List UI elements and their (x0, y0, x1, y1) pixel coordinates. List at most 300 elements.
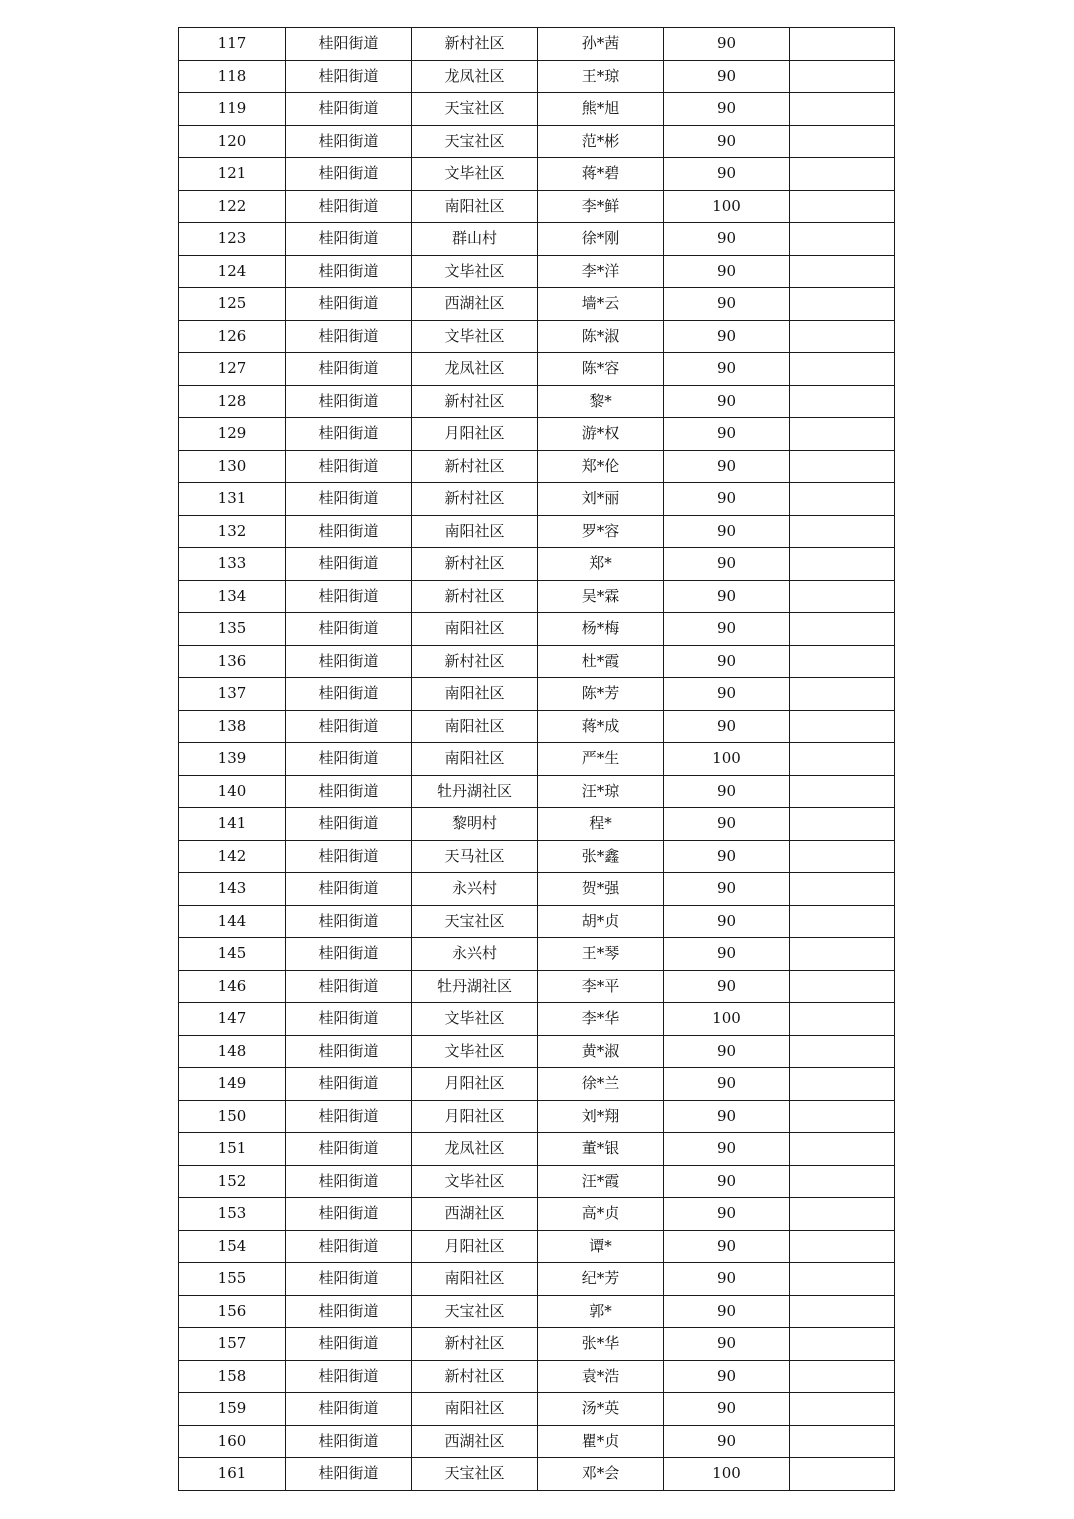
remark-cell (790, 190, 895, 223)
table-row (179, 450, 895, 483)
row-number-cell: 122 (179, 190, 286, 223)
street-cell: 桂阳街道 (286, 223, 412, 256)
score-cell: 90 (664, 28, 790, 61)
score-cell: 90 (664, 970, 790, 1003)
street-cell: 桂阳街道 (286, 710, 412, 743)
row-number-cell: 145 (179, 938, 286, 971)
remark-cell (790, 840, 895, 873)
community-cell: 永兴村 (412, 873, 538, 906)
remark-cell (790, 125, 895, 158)
community-cell: 月阳社区 (412, 418, 538, 451)
name-cell: 瞿*贞 (538, 1425, 664, 1458)
community-cell: 黎明村 (412, 808, 538, 841)
name-cell: 李*平 (538, 970, 664, 1003)
row-number-cell: 117 (179, 28, 286, 61)
street-cell: 桂阳街道 (286, 385, 412, 418)
name-cell: 郭* (538, 1295, 664, 1328)
remark-cell (790, 1328, 895, 1361)
score-cell: 90 (664, 775, 790, 808)
table-row (179, 418, 895, 451)
remark-cell (790, 1165, 895, 1198)
row-number-cell: 128 (179, 385, 286, 418)
street-cell: 桂阳街道 (286, 483, 412, 516)
table-row (179, 353, 895, 386)
remark-cell (790, 1458, 895, 1491)
row-number-cell: 143 (179, 873, 286, 906)
table-row (179, 840, 895, 873)
score-cell: 90 (664, 1263, 790, 1296)
table-row (179, 288, 895, 321)
street-cell: 桂阳街道 (286, 938, 412, 971)
community-cell: 牡丹湖社区 (412, 970, 538, 1003)
community-cell: 南阳社区 (412, 710, 538, 743)
name-cell: 高*贞 (538, 1198, 664, 1231)
table-row (179, 678, 895, 711)
remark-cell (790, 418, 895, 451)
table-row (179, 1295, 895, 1328)
name-cell: 郑* (538, 548, 664, 581)
roster-table (178, 27, 895, 1491)
score-cell: 90 (664, 613, 790, 646)
street-cell: 桂阳街道 (286, 1425, 412, 1458)
remark-cell (790, 450, 895, 483)
row-number-cell: 127 (179, 353, 286, 386)
community-cell: 新村社区 (412, 1360, 538, 1393)
community-cell: 南阳社区 (412, 1263, 538, 1296)
street-cell: 桂阳街道 (286, 1360, 412, 1393)
remark-cell (790, 1425, 895, 1458)
community-cell: 西湖社区 (412, 288, 538, 321)
row-number-cell: 158 (179, 1360, 286, 1393)
table-row (179, 1328, 895, 1361)
row-number-cell: 149 (179, 1068, 286, 1101)
row-number-cell: 139 (179, 743, 286, 776)
remark-cell (790, 223, 895, 256)
row-number-cell: 156 (179, 1295, 286, 1328)
row-number-cell: 141 (179, 808, 286, 841)
score-cell: 90 (664, 60, 790, 93)
community-cell: 龙凤社区 (412, 353, 538, 386)
table-row (179, 1198, 895, 1231)
community-cell: 牡丹湖社区 (412, 775, 538, 808)
remark-cell (790, 288, 895, 321)
street-cell: 桂阳街道 (286, 1100, 412, 1133)
table-row (179, 1035, 895, 1068)
table-row (179, 515, 895, 548)
street-cell: 桂阳街道 (286, 288, 412, 321)
score-cell: 90 (664, 1068, 790, 1101)
table-row (179, 938, 895, 971)
row-number-cell: 142 (179, 840, 286, 873)
row-number-cell: 152 (179, 1165, 286, 1198)
score-cell: 90 (664, 1425, 790, 1458)
row-number-cell: 157 (179, 1328, 286, 1361)
street-cell: 桂阳街道 (286, 1198, 412, 1231)
community-cell: 月阳社区 (412, 1100, 538, 1133)
street-cell: 桂阳街道 (286, 418, 412, 451)
street-cell: 桂阳街道 (286, 1328, 412, 1361)
row-number-cell: 133 (179, 548, 286, 581)
score-cell: 90 (664, 1360, 790, 1393)
name-cell: 范*彬 (538, 125, 664, 158)
score-cell: 90 (664, 125, 790, 158)
street-cell: 桂阳街道 (286, 1393, 412, 1426)
community-cell: 新村社区 (412, 580, 538, 613)
row-number-cell: 129 (179, 418, 286, 451)
street-cell: 桂阳街道 (286, 93, 412, 126)
score-cell: 90 (664, 255, 790, 288)
row-number-cell: 134 (179, 580, 286, 613)
table-row (179, 1425, 895, 1458)
street-cell: 桂阳街道 (286, 905, 412, 938)
row-number-cell: 148 (179, 1035, 286, 1068)
remark-cell (790, 93, 895, 126)
score-cell: 90 (664, 1328, 790, 1361)
name-cell: 杜*霞 (538, 645, 664, 678)
name-cell: 吴*霖 (538, 580, 664, 613)
name-cell: 徐*兰 (538, 1068, 664, 1101)
street-cell: 桂阳街道 (286, 613, 412, 646)
remark-cell (790, 1198, 895, 1231)
table-row (179, 1263, 895, 1296)
street-cell: 桂阳街道 (286, 1068, 412, 1101)
remark-cell (790, 1393, 895, 1426)
remark-cell (790, 775, 895, 808)
street-cell: 桂阳街道 (286, 580, 412, 613)
name-cell: 郑*伦 (538, 450, 664, 483)
community-cell: 西湖社区 (412, 1425, 538, 1458)
community-cell: 永兴村 (412, 938, 538, 971)
score-cell: 90 (664, 515, 790, 548)
score-cell: 90 (664, 385, 790, 418)
community-cell: 天宝社区 (412, 905, 538, 938)
community-cell: 天马社区 (412, 840, 538, 873)
remark-cell (790, 28, 895, 61)
community-cell: 新村社区 (412, 385, 538, 418)
remark-cell (790, 1230, 895, 1263)
name-cell: 王*琼 (538, 60, 664, 93)
name-cell: 黄*淑 (538, 1035, 664, 1068)
score-cell: 90 (664, 418, 790, 451)
table-row (179, 483, 895, 516)
table-row (179, 1360, 895, 1393)
table-row (179, 613, 895, 646)
remark-cell (790, 320, 895, 353)
name-cell: 贺*强 (538, 873, 664, 906)
table-row (179, 125, 895, 158)
remark-cell (790, 1295, 895, 1328)
remark-cell (790, 580, 895, 613)
score-cell: 90 (664, 353, 790, 386)
score-cell: 90 (664, 320, 790, 353)
street-cell: 桂阳街道 (286, 60, 412, 93)
name-cell: 陈*容 (538, 353, 664, 386)
row-number-cell: 123 (179, 223, 286, 256)
score-cell: 90 (664, 288, 790, 321)
score-cell: 90 (664, 548, 790, 581)
street-cell: 桂阳街道 (286, 678, 412, 711)
name-cell: 汪*霞 (538, 1165, 664, 1198)
table-row (179, 1100, 895, 1133)
remark-cell (790, 483, 895, 516)
row-number-cell: 154 (179, 1230, 286, 1263)
street-cell: 桂阳街道 (286, 1295, 412, 1328)
community-cell: 南阳社区 (412, 1393, 538, 1426)
remark-cell (790, 645, 895, 678)
table-row (179, 808, 895, 841)
name-cell: 刘*丽 (538, 483, 664, 516)
row-number-cell: 161 (179, 1458, 286, 1491)
remark-cell (790, 938, 895, 971)
table-row (179, 255, 895, 288)
name-cell: 游*权 (538, 418, 664, 451)
name-cell: 罗*容 (538, 515, 664, 548)
remark-cell (790, 158, 895, 191)
row-number-cell: 131 (179, 483, 286, 516)
table-row (179, 60, 895, 93)
street-cell: 桂阳街道 (286, 645, 412, 678)
table-row (179, 905, 895, 938)
street-cell: 桂阳街道 (286, 255, 412, 288)
street-cell: 桂阳街道 (286, 548, 412, 581)
score-cell: 90 (664, 483, 790, 516)
row-number-cell: 146 (179, 970, 286, 1003)
community-cell: 新村社区 (412, 1328, 538, 1361)
street-cell: 桂阳街道 (286, 515, 412, 548)
score-cell: 90 (664, 1393, 790, 1426)
community-cell: 南阳社区 (412, 678, 538, 711)
community-cell: 天宝社区 (412, 125, 538, 158)
name-cell: 李*华 (538, 1003, 664, 1036)
street-cell: 桂阳街道 (286, 450, 412, 483)
score-cell: 90 (664, 710, 790, 743)
remark-cell (790, 743, 895, 776)
remark-cell (790, 613, 895, 646)
score-cell: 90 (664, 678, 790, 711)
community-cell: 文毕社区 (412, 1035, 538, 1068)
name-cell: 李*鲜 (538, 190, 664, 223)
community-cell: 文毕社区 (412, 320, 538, 353)
community-cell: 月阳社区 (412, 1068, 538, 1101)
name-cell: 谭* (538, 1230, 664, 1263)
community-cell: 天宝社区 (412, 1295, 538, 1328)
score-cell: 90 (664, 450, 790, 483)
name-cell: 张*鑫 (538, 840, 664, 873)
score-cell: 90 (664, 1165, 790, 1198)
remark-cell (790, 353, 895, 386)
row-number-cell: 147 (179, 1003, 286, 1036)
community-cell: 南阳社区 (412, 515, 538, 548)
name-cell: 胡*贞 (538, 905, 664, 938)
remark-cell (790, 385, 895, 418)
name-cell: 程* (538, 808, 664, 841)
remark-cell (790, 1003, 895, 1036)
name-cell: 袁*浩 (538, 1360, 664, 1393)
score-cell: 90 (664, 223, 790, 256)
table-row (179, 320, 895, 353)
street-cell: 桂阳街道 (286, 873, 412, 906)
street-cell: 桂阳街道 (286, 1230, 412, 1263)
remark-cell (790, 905, 895, 938)
score-cell: 90 (664, 808, 790, 841)
row-number-cell: 124 (179, 255, 286, 288)
name-cell: 黎* (538, 385, 664, 418)
score-cell: 90 (664, 93, 790, 126)
community-cell: 文毕社区 (412, 158, 538, 191)
name-cell: 汤*英 (538, 1393, 664, 1426)
street-cell: 桂阳街道 (286, 1263, 412, 1296)
name-cell: 墙*云 (538, 288, 664, 321)
score-cell: 100 (664, 1003, 790, 1036)
remark-cell (790, 515, 895, 548)
score-cell: 90 (664, 158, 790, 191)
row-number-cell: 125 (179, 288, 286, 321)
name-cell: 王*琴 (538, 938, 664, 971)
table-row (179, 223, 895, 256)
name-cell: 纪*芳 (538, 1263, 664, 1296)
row-number-cell: 150 (179, 1100, 286, 1133)
name-cell: 李*洋 (538, 255, 664, 288)
community-cell: 文毕社区 (412, 1003, 538, 1036)
remark-cell (790, 710, 895, 743)
street-cell: 桂阳街道 (286, 125, 412, 158)
score-cell: 90 (664, 645, 790, 678)
community-cell: 新村社区 (412, 548, 538, 581)
remark-cell (790, 873, 895, 906)
street-cell: 桂阳街道 (286, 1458, 412, 1491)
street-cell: 桂阳街道 (286, 1165, 412, 1198)
street-cell: 桂阳街道 (286, 775, 412, 808)
table-row (179, 645, 895, 678)
table-row (179, 873, 895, 906)
row-number-cell: 136 (179, 645, 286, 678)
score-cell: 90 (664, 580, 790, 613)
row-number-cell: 140 (179, 775, 286, 808)
row-number-cell: 132 (179, 515, 286, 548)
score-cell: 90 (664, 1133, 790, 1166)
street-cell: 桂阳街道 (286, 1035, 412, 1068)
name-cell: 杨*梅 (538, 613, 664, 646)
community-cell: 龙凤社区 (412, 1133, 538, 1166)
row-number-cell: 160 (179, 1425, 286, 1458)
score-cell: 90 (664, 1295, 790, 1328)
row-number-cell: 144 (179, 905, 286, 938)
street-cell: 桂阳街道 (286, 1003, 412, 1036)
table-row (179, 28, 895, 61)
street-cell: 桂阳街道 (286, 190, 412, 223)
row-number-cell: 120 (179, 125, 286, 158)
community-cell: 西湖社区 (412, 1198, 538, 1231)
name-cell: 孙*茜 (538, 28, 664, 61)
row-number-cell: 155 (179, 1263, 286, 1296)
table-row (179, 548, 895, 581)
community-cell: 群山村 (412, 223, 538, 256)
remark-cell (790, 60, 895, 93)
table-row (179, 1165, 895, 1198)
score-cell: 100 (664, 190, 790, 223)
row-number-cell: 135 (179, 613, 286, 646)
row-number-cell: 138 (179, 710, 286, 743)
street-cell: 桂阳街道 (286, 320, 412, 353)
name-cell: 董*银 (538, 1133, 664, 1166)
score-cell: 90 (664, 1230, 790, 1263)
name-cell: 汪*琼 (538, 775, 664, 808)
roster-table-body (179, 28, 895, 1491)
street-cell: 桂阳街道 (286, 808, 412, 841)
street-cell: 桂阳街道 (286, 743, 412, 776)
remark-cell (790, 255, 895, 288)
row-number-cell: 137 (179, 678, 286, 711)
score-cell: 90 (664, 938, 790, 971)
remark-cell (790, 1360, 895, 1393)
street-cell: 桂阳街道 (286, 28, 412, 61)
name-cell: 陈*芳 (538, 678, 664, 711)
row-number-cell: 151 (179, 1133, 286, 1166)
community-cell: 南阳社区 (412, 190, 538, 223)
table-row (179, 385, 895, 418)
score-cell: 90 (664, 1100, 790, 1133)
row-number-cell: 121 (179, 158, 286, 191)
name-cell: 徐*刚 (538, 223, 664, 256)
table-row (179, 1230, 895, 1263)
name-cell: 蒋*成 (538, 710, 664, 743)
community-cell: 南阳社区 (412, 743, 538, 776)
street-cell: 桂阳街道 (286, 353, 412, 386)
remark-cell (790, 1133, 895, 1166)
community-cell: 新村社区 (412, 28, 538, 61)
remark-cell (790, 970, 895, 1003)
score-cell: 100 (664, 1458, 790, 1491)
community-cell: 文毕社区 (412, 255, 538, 288)
row-number-cell: 118 (179, 60, 286, 93)
community-cell: 新村社区 (412, 450, 538, 483)
remark-cell (790, 808, 895, 841)
score-cell: 90 (664, 840, 790, 873)
score-cell: 90 (664, 1198, 790, 1231)
table-row (179, 190, 895, 223)
table-row (179, 710, 895, 743)
name-cell: 邓*会 (538, 1458, 664, 1491)
table-row (179, 1393, 895, 1426)
score-cell: 100 (664, 743, 790, 776)
name-cell: 陈*淑 (538, 320, 664, 353)
row-number-cell: 159 (179, 1393, 286, 1426)
name-cell: 严*生 (538, 743, 664, 776)
street-cell: 桂阳街道 (286, 970, 412, 1003)
table-row (179, 1133, 895, 1166)
remark-cell (790, 1035, 895, 1068)
row-number-cell: 126 (179, 320, 286, 353)
street-cell: 桂阳街道 (286, 840, 412, 873)
community-cell: 天宝社区 (412, 1458, 538, 1491)
row-number-cell: 119 (179, 93, 286, 126)
table-row (179, 158, 895, 191)
score-cell: 90 (664, 905, 790, 938)
name-cell: 刘*翔 (538, 1100, 664, 1133)
community-cell: 新村社区 (412, 645, 538, 678)
table-row (179, 1068, 895, 1101)
table-row (179, 775, 895, 808)
table-row (179, 93, 895, 126)
name-cell: 蒋*碧 (538, 158, 664, 191)
remark-cell (790, 1263, 895, 1296)
community-cell: 天宝社区 (412, 93, 538, 126)
remark-cell (790, 1068, 895, 1101)
table-row (179, 1458, 895, 1491)
street-cell: 桂阳街道 (286, 158, 412, 191)
community-cell: 龙凤社区 (412, 60, 538, 93)
score-cell: 90 (664, 1035, 790, 1068)
